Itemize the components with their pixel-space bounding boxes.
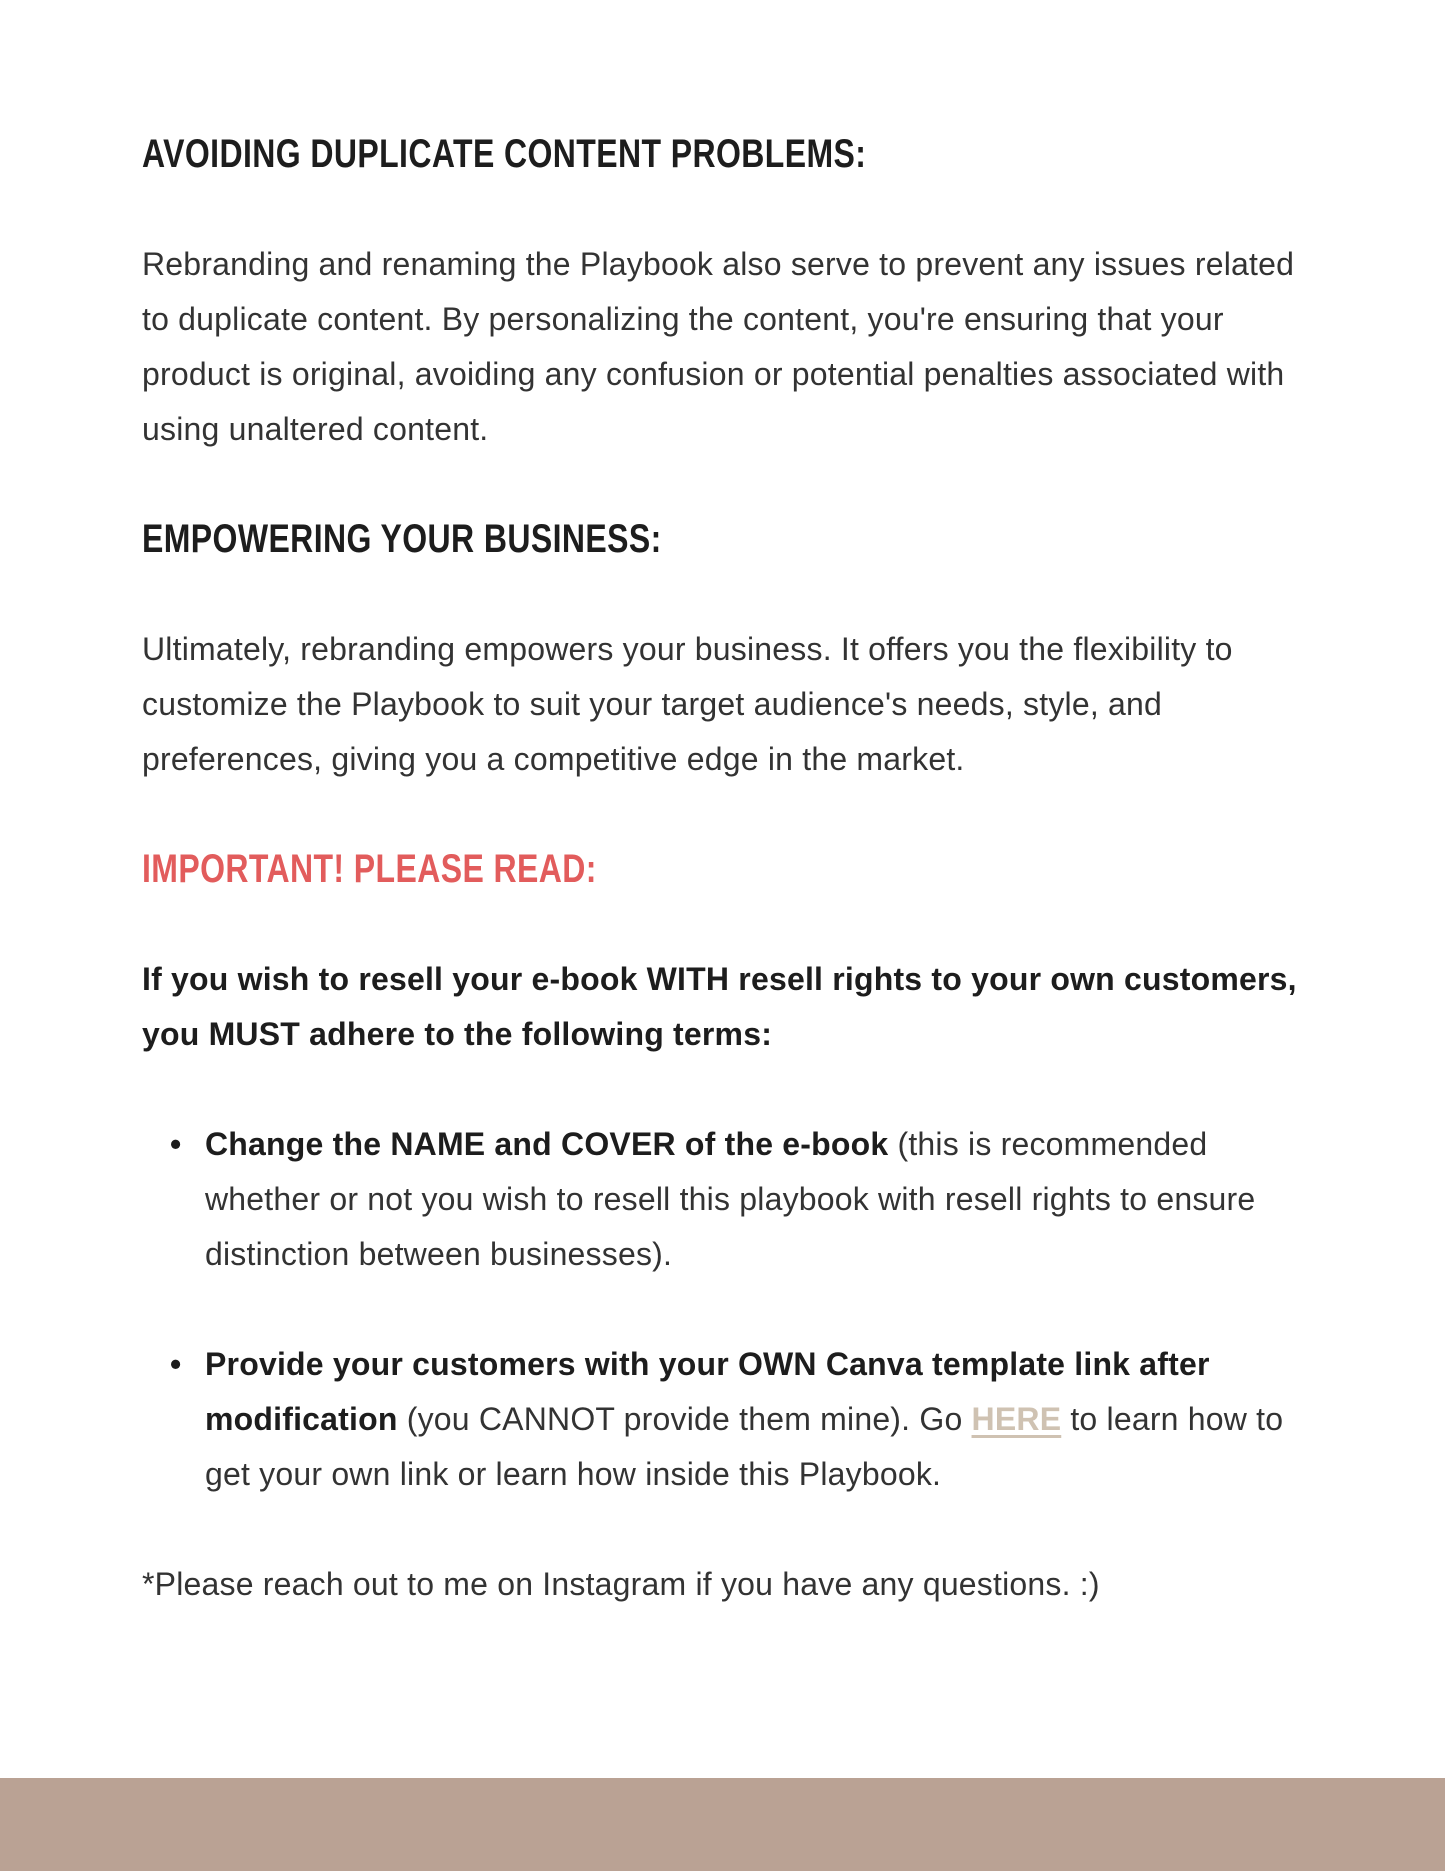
section-heading-important-please-read: IMPORTANT! PLEASE READ: bbox=[142, 847, 597, 891]
term-tail-text: to learn how to get your own link or learn how inside this Playbook. bbox=[205, 1401, 1284, 1492]
paragraph-empowering-business: Ultimately, rebranding empowers your business. It offers you the flexibility to customize the Playbook to suit your target audience's needs, style, and preferences, giving you a competitive edge in the market. bbox=[142, 631, 1233, 777]
section-heading-empowering-your-business: EMPOWERING YOUR BUSINESS: bbox=[142, 517, 662, 561]
list-item bbox=[142, 1337, 1305, 1502]
here-link[interactable]: HERE bbox=[971, 1401, 1062, 1437]
term-bold-text: Change the NAME and COVER of the e-book bbox=[205, 1126, 889, 1162]
term-text-own-canva-link bbox=[205, 1337, 1305, 1502]
term-mid-text: (you CANNOT provide them mine). Go bbox=[397, 1401, 972, 1437]
paragraph-resell-terms-intro: If you wish to resell your e-book WITH resell rights to your own customers, you MUST adhere to the following terms: bbox=[142, 961, 1297, 1052]
term-rest-text: (this is recommended whether or not you wish to resell this playbook with resell rights to ensure distinction between businesses). bbox=[205, 1126, 1256, 1272]
section-heading-avoiding-duplicate-content: AVOIDING DUPLICATE CONTENT PROBLEMS: bbox=[142, 132, 867, 176]
term-text-change-name-cover bbox=[205, 1117, 1305, 1282]
footnote-instagram: *Please reach out to me on Instagram if you have any questions. :) bbox=[142, 1566, 1100, 1602]
list-item bbox=[142, 1117, 1305, 1282]
bullet-icon: • bbox=[170, 1126, 182, 1162]
terms-list bbox=[142, 1117, 1305, 1502]
paragraph-duplicate-content: Rebranding and renaming the Playbook also serve to prevent any issues related to duplicate content. By personalizing the content, you're ensuring that your product is original, avoiding any confusion or potential penalties associated with using unaltered content. bbox=[142, 246, 1295, 447]
bullet-icon: • bbox=[170, 1346, 182, 1382]
footer-bar bbox=[0, 1778, 1445, 1871]
term-bold-text: Provide your customers with your OWN Canva template link after modification bbox=[205, 1346, 1210, 1437]
